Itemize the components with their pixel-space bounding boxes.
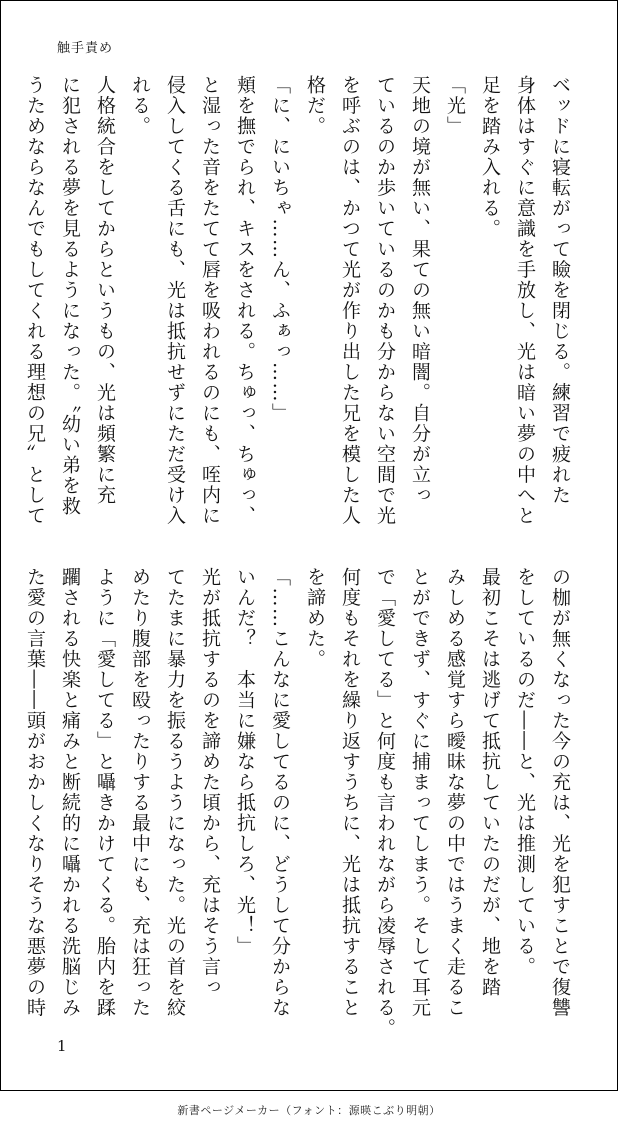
text-line: を呼ぶのは、かつて光が作り出した兄を模した人: [339, 75, 361, 526]
text-line: 「に、にいちゃ……ん、ふぁっ……」: [269, 75, 291, 424]
text-line: ように「愛してる」と囁きかけてくる。胎内を蹂: [94, 567, 116, 1018]
text-line: 何度もそれを繰り返すうちに、光は抵抗すること: [339, 567, 361, 1018]
text-line: と湿った音をたてて唇を吸われるのにも、咥内に: [199, 75, 221, 526]
text-line: とができず、すぐに捕まってしまう。そして耳元: [409, 567, 431, 1018]
text-line: で「愛してる」と何度も言われながら凌辱される。: [374, 567, 396, 1039]
text-line: てたまに暴力を振るうようになった。光の首を絞: [164, 567, 186, 1018]
text-line: をしているのだ――と、光は推測している。: [514, 567, 536, 977]
text-line: 天地の境が無い、果ての無い暗闇。自分が立っ: [409, 75, 431, 506]
text-line: 人格統合をしてからというもの、光は頻繁に充: [94, 75, 116, 506]
text-line: れる。: [129, 75, 151, 137]
text-line: を諦めた。: [304, 567, 326, 670]
text-line: いんだ？ 本当に嫌なら抵抗しろ、光！」: [234, 567, 256, 957]
text-line: 躙される快楽と痛みと断続的に囁かれる洗脳じみ: [59, 567, 81, 1018]
text-line: 足を踏み入れる。: [479, 75, 501, 239]
text-line: みしめる感覚すら曖昧な夢の中ではうまく走るこ: [444, 567, 466, 1018]
text-line: 頬を撫でられ、キスをされる。ちゅっ、ちゅっ、: [234, 75, 256, 526]
text-line: に犯される夢を見るようになった。〝幼い弟を救: [59, 75, 81, 517]
text-block-upper: [24, 75, 577, 545]
text-line: 身体はすぐに意識を手放し、光は暗い夢の中へと: [514, 75, 536, 526]
text-line: うためならなんでもしてくれる理想の兄〟として: [24, 75, 46, 526]
text-line: 格だ。: [304, 75, 326, 137]
text-line: めたり腹部を殴ったりする最中にも、充は狂った: [129, 567, 151, 1018]
book-title-header: 触手責め: [57, 41, 114, 56]
text-block-lower: [24, 567, 577, 1039]
text-line: の枷が無くなった今の充は、光を犯すことで復讐: [549, 567, 571, 1018]
text-line: 最初こそは逃げて抵抗していたのだが、地を踏: [479, 567, 501, 998]
text-line: 光が抵抗するのを諦めた頃から、充はそう言っ: [199, 567, 221, 998]
text-line: 「光」: [444, 75, 466, 137]
text-line: 「……こんなに愛してるのに、どうして分からな: [269, 567, 291, 1018]
text-line: ているのか歩いているのかも分からない空間で光: [374, 75, 396, 526]
text-line: 侵入してくる舌にも、光は抵抗せずにただ受け入: [164, 75, 186, 526]
text-line: た愛の言葉――頭がおかしくなりそうな悪夢の時: [24, 567, 46, 1018]
text-line: ベッドに寝転がって瞼を閉じる。練習で疲れた: [549, 75, 571, 506]
page-number: 1: [57, 1037, 67, 1055]
footer-credit: 新書ページメーカー（フォント：源暎こぶり明朝）: [177, 1104, 441, 1117]
